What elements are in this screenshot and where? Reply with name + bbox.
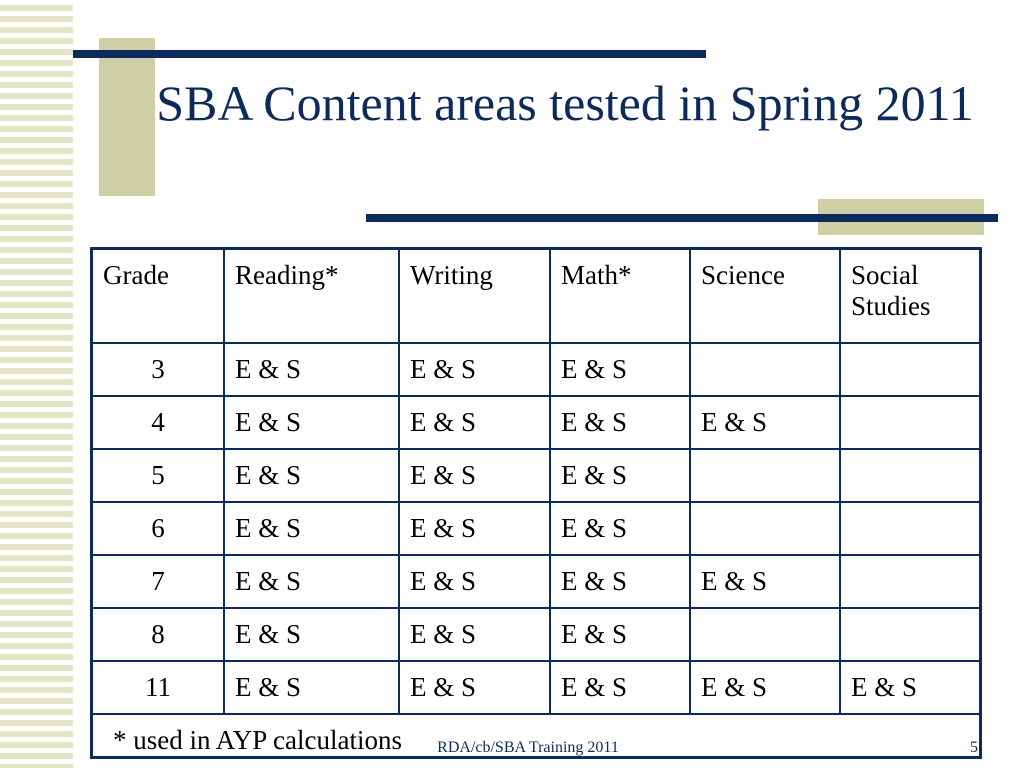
writing-cell: E & S — [399, 608, 550, 661]
decorative-bar-top — [73, 50, 706, 58]
slide-title: SBA Content areas tested in Spring 2011 — [156, 75, 974, 131]
science-cell — [690, 608, 840, 661]
math-cell: E & S — [550, 396, 690, 449]
reading-cell: E & S — [224, 396, 399, 449]
table-row — [92, 396, 981, 449]
table-row — [92, 502, 981, 555]
social-studies-cell — [840, 555, 981, 608]
science-cell — [690, 343, 840, 396]
table-row — [92, 555, 981, 608]
writing-cell: E & S — [399, 502, 550, 555]
column-header-math: Math* — [550, 249, 690, 344]
writing-cell: E & S — [399, 396, 550, 449]
table-header-row — [92, 249, 981, 344]
decorative-tan-block-left — [99, 38, 155, 196]
science-cell — [690, 449, 840, 502]
column-header-science: Science — [690, 249, 840, 344]
social-studies-cell — [840, 343, 981, 396]
science-cell: E & S — [690, 661, 840, 714]
math-cell: E & S — [550, 343, 690, 396]
table-note: * used in AYP calculations — [92, 714, 981, 758]
column-header-grade: Grade — [92, 249, 225, 344]
decorative-bar-bottom — [366, 214, 998, 222]
writing-cell: E & S — [399, 661, 550, 714]
social-studies-cell: E & S — [840, 661, 981, 714]
math-cell: E & S — [550, 502, 690, 555]
social-studies-cell — [840, 449, 981, 502]
math-cell: E & S — [550, 661, 690, 714]
writing-cell: E & S — [399, 555, 550, 608]
grade-cell: 7 — [92, 555, 225, 608]
science-cell: E & S — [690, 555, 840, 608]
grade-cell: 5 — [92, 449, 225, 502]
reading-cell: E & S — [224, 449, 399, 502]
grade-cell: 6 — [92, 502, 225, 555]
content-areas-table — [90, 247, 982, 759]
reading-cell: E & S — [224, 661, 399, 714]
table-row — [92, 449, 981, 502]
table-row — [92, 343, 981, 396]
column-header-reading: Reading* — [224, 249, 399, 344]
reading-cell: E & S — [224, 555, 399, 608]
decorative-stripes — [0, 0, 73, 768]
slide-footer: RDA/cb/SBA Training 2011 — [437, 739, 619, 756]
social-studies-cell — [840, 608, 981, 661]
grade-cell: 8 — [92, 608, 225, 661]
writing-cell: E & S — [399, 343, 550, 396]
column-header-writing: Writing — [399, 249, 550, 344]
page-number: 5 — [970, 739, 978, 756]
column-header-social-studies: Social Studies — [840, 249, 981, 344]
grade-cell: 3 — [92, 343, 225, 396]
table-row — [92, 661, 981, 714]
math-cell: E & S — [550, 555, 690, 608]
math-cell: E & S — [550, 449, 690, 502]
science-cell — [690, 502, 840, 555]
social-studies-cell — [840, 396, 981, 449]
grade-cell: 4 — [92, 396, 225, 449]
reading-cell: E & S — [224, 608, 399, 661]
reading-cell: E & S — [224, 343, 399, 396]
reading-cell: E & S — [224, 502, 399, 555]
social-studies-cell — [840, 502, 981, 555]
table-row — [92, 608, 981, 661]
science-cell: E & S — [690, 396, 840, 449]
math-cell: E & S — [550, 608, 690, 661]
grade-cell: 11 — [92, 661, 225, 714]
writing-cell: E & S — [399, 449, 550, 502]
